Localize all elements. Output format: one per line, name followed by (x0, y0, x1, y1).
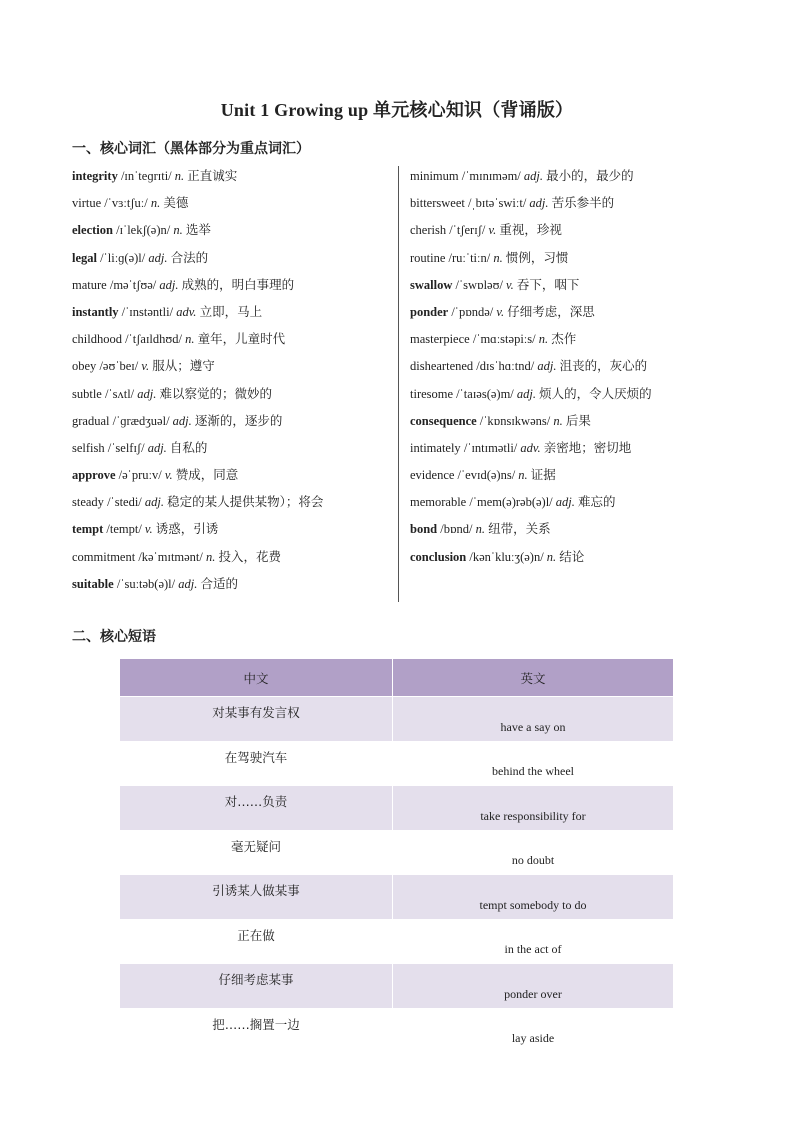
vocab-phonetic: /ˌbɪtəˈswiːt/ (467, 196, 527, 211)
table-row (120, 697, 674, 742)
vocab-part-of-speech: v. (488, 223, 497, 238)
vocab-phonetic: /ˈɪnstəntli/ (121, 304, 174, 319)
vocab-meaning: 仔细考虑，深思 (507, 303, 595, 319)
vocab-phonetic: /əʊˈbeɪ/ (99, 359, 139, 374)
vocab-part-of-speech: adj. (172, 413, 192, 428)
vocab-meaning: 服从；遵守 (152, 358, 215, 374)
vocab-meaning: 童年，儿童时代 (197, 331, 286, 347)
phrase-table (119, 658, 674, 1053)
vocab-meaning: 证据 (530, 467, 556, 483)
vocab-meaning: 难忘的 (578, 494, 616, 510)
vocab-word: steady (72, 495, 104, 510)
vocab-word: legal (72, 250, 97, 265)
vocab-part-of-speech: adj. (144, 495, 165, 510)
vocab-meaning: 美德 (163, 195, 189, 211)
vocab-entry (410, 168, 730, 195)
vocab-entry (72, 250, 394, 277)
vocab-meaning: 成熟的，明白事理的 (181, 276, 295, 292)
table-row (120, 786, 674, 831)
vocab-word: swallow (410, 277, 453, 292)
vocab-meaning: 自私的 (169, 439, 208, 455)
vocab-phonetic: /ˈvɜːtʃuː/ (104, 196, 148, 211)
vocab-meaning: 重视，珍视 (499, 222, 562, 238)
vocab-entry (72, 521, 394, 548)
vocab-entry (72, 467, 394, 494)
vocab-phonetic: /bɒnd/ (440, 522, 473, 537)
phrase-chinese: 把……搁置一边 (120, 1008, 393, 1053)
vocab-list-left (72, 168, 394, 603)
vocab-part-of-speech: n. (185, 332, 195, 347)
section-heading-vocabulary: 一、核心词汇（黑体部分为重点词汇） (72, 141, 310, 157)
vocab-phonetic: /ˈɡrædʒuəl/ (112, 413, 170, 428)
vocab-word: mature (72, 277, 107, 292)
vocab-part-of-speech: adj. (148, 250, 168, 265)
vocab-word: bond (410, 522, 438, 537)
phrase-english: have a say on (393, 697, 674, 742)
vocab-word: obey (72, 359, 97, 374)
vocab-meaning: 合适的 (200, 575, 239, 591)
vocab-phonetic: /ˈɪntɪmətli/ (463, 440, 518, 455)
vocab-meaning: 纽带，关系 (488, 521, 551, 537)
vocab-word: instantly (72, 304, 119, 319)
vocab-part-of-speech: adj. (178, 576, 198, 591)
vocab-word: gradual (72, 413, 110, 428)
vocab-part-of-speech: adj. (516, 386, 537, 401)
vocab-phonetic: /məˈtʃʊə/ (109, 277, 157, 292)
table-row (120, 875, 674, 920)
header-chinese: 中文 (120, 659, 393, 697)
vocab-word: suitable (72, 576, 114, 591)
vocab-meaning: 苦乐参半的 (551, 195, 615, 211)
vocab-meaning: 逐渐的，逐步的 (194, 412, 283, 428)
vocab-part-of-speech: adj. (555, 495, 575, 510)
phrase-chinese: 正在做 (120, 919, 393, 964)
vocab-meaning: 投入，花费 (218, 548, 282, 564)
vocab-meaning: 结论 (559, 548, 585, 564)
section-heading-phrases: 二、核心短语 (72, 629, 156, 645)
vocab-phonetic: /tempt/ (106, 522, 142, 537)
vocab-meaning: 沮丧的，灰心的 (559, 358, 648, 374)
vocab-meaning: 选举 (185, 222, 211, 238)
table-row (120, 830, 674, 875)
phrase-chinese: 仔细考虑某事 (120, 964, 393, 1009)
phrase-table-header (120, 659, 674, 697)
vocab-part-of-speech: adv. (520, 440, 541, 455)
vocab-phonetic: /ˈkɒnsɪkwəns/ (479, 413, 551, 428)
vocab-phonetic: /ˈmem(ə)rəb(ə)l/ (469, 495, 553, 510)
vocab-meaning: 杰作 (551, 331, 577, 347)
vocab-entry (72, 304, 394, 331)
vocab-part-of-speech: v. (496, 304, 505, 319)
vocab-entry (72, 413, 394, 440)
vocab-word: approve (72, 468, 116, 483)
vocab-word: subtle (72, 386, 102, 401)
vocab-entry (410, 331, 730, 358)
vocab-meaning: 吞下，咽下 (516, 276, 580, 292)
vocab-part-of-speech: n. (518, 468, 528, 483)
vocab-entry (72, 576, 394, 603)
vocab-part-of-speech: adj. (147, 440, 167, 455)
vocab-part-of-speech: adj. (529, 196, 549, 211)
vocab-entry (72, 277, 394, 304)
vocab-phonetic: /ˈmɑːstəpiːs/ (472, 332, 536, 347)
vocab-entry (72, 222, 394, 249)
vocab-word: integrity (72, 169, 118, 183)
phrase-chinese: 引诱某人做某事 (120, 875, 393, 920)
vocab-phonetic: /ˈsʌtl/ (104, 386, 135, 401)
vocab-part-of-speech: v. (141, 359, 150, 374)
vocab-part-of-speech: v. (506, 277, 514, 292)
vocab-phonetic: /ɪnˈteɡrɪti/ (120, 169, 172, 183)
vocab-entry (72, 386, 394, 413)
phrase-english: lay aside (393, 1008, 674, 1053)
vocab-meaning: 赞成，同意 (175, 467, 239, 483)
vocab-phonetic: /dɪsˈhɑːtnd/ (476, 359, 535, 374)
phrase-english: behind the wheel (393, 741, 674, 786)
vocab-meaning: 后果 (565, 412, 591, 428)
vocab-word: disheartened (410, 359, 474, 374)
vocab-entry (410, 521, 730, 548)
vocab-entry (72, 331, 394, 358)
vocab-part-of-speech: adj. (159, 277, 179, 292)
table-row (120, 919, 674, 964)
vocab-part-of-speech: n. (475, 522, 485, 537)
vocab-phonetic: /ˈtʃerɪʃ/ (449, 223, 486, 238)
vocab-part-of-speech: n. (206, 549, 216, 564)
vocab-phonetic: /ˈliːɡ(ə)l/ (100, 250, 146, 265)
vocab-entry (410, 304, 730, 331)
vocab-word: tempt (72, 522, 104, 537)
vocab-meaning: 难以察觉的；微妙的 (159, 385, 273, 401)
vocab-phonetic: /ˈpɒndə/ (451, 304, 494, 319)
vocab-list-right (410, 168, 730, 576)
vocab-part-of-speech: v. (144, 522, 153, 537)
vocab-word: virtue (72, 196, 102, 211)
vocab-entry (410, 195, 730, 222)
vocab-phonetic: /ˈtʃaɪldhʊd/ (125, 332, 182, 347)
phrase-english: no doubt (393, 830, 674, 875)
vocab-entry (410, 467, 730, 494)
vocab-entry (410, 440, 730, 467)
header-english: 英文 (393, 659, 674, 697)
vocab-word: tiresome (410, 386, 454, 401)
phrase-english: tempt somebody to do (393, 875, 674, 920)
vocab-part-of-speech: n. (173, 223, 183, 238)
column-divider (398, 166, 399, 602)
vocab-phonetic: /ˈselfɪʃ/ (107, 440, 145, 455)
vocab-meaning: 最小的，最少的 (546, 168, 634, 183)
vocab-phonetic: /ˈswɒləʊ/ (455, 277, 503, 292)
vocab-word: minimum (410, 169, 459, 183)
vocab-meaning: 亲密地；密切地 (543, 439, 632, 455)
vocab-part-of-speech: adj. (537, 359, 557, 374)
vocab-part-of-speech: n. (493, 250, 503, 265)
vocab-word: commitment (72, 549, 136, 564)
phrase-english: ponder over (393, 964, 674, 1009)
vocab-entry (410, 277, 730, 304)
vocab-phonetic: /ˈsuːtəb(ə)l/ (116, 576, 176, 591)
vocab-part-of-speech: adv. (176, 304, 197, 319)
vocab-meaning: 惯例，习惯 (505, 249, 569, 265)
vocab-word: childhood (72, 332, 122, 347)
phrase-chinese: 在驾驶汽车 (120, 741, 393, 786)
phrase-chinese: 毫无疑问 (120, 830, 393, 875)
vocab-entry (72, 168, 394, 195)
vocab-entry (72, 440, 394, 467)
vocab-word: bittersweet (410, 196, 465, 211)
vocab-part-of-speech: n. (150, 196, 161, 211)
vocab-entry (72, 549, 394, 576)
phrase-english: in the act of (393, 919, 674, 964)
vocab-entry (72, 494, 394, 521)
vocab-word: consequence (410, 413, 477, 428)
vocab-word: intimately (410, 440, 461, 455)
table-row (120, 1008, 674, 1053)
vocab-phonetic: /kəˈmɪtmənt/ (138, 549, 203, 564)
vocab-part-of-speech: n. (553, 413, 563, 428)
vocab-entry (410, 222, 730, 249)
vocab-word: memorable (410, 495, 467, 510)
vocab-phonetic: /ˈmɪnɪməm/ (461, 169, 521, 183)
vocab-phonetic: /ˈstedi/ (107, 495, 142, 510)
vocab-word: selfish (72, 440, 105, 455)
vocab-word: ponder (410, 304, 449, 319)
vocab-part-of-speech: adj. (137, 386, 157, 401)
vocab-phonetic: /ˈtaɪəs(ə)m/ (456, 386, 514, 401)
vocab-word: election (72, 223, 113, 238)
phrase-chinese: 对某事有发言权 (120, 697, 393, 742)
vocab-phonetic: /ˈevɪd(ə)ns/ (457, 468, 516, 483)
vocab-part-of-speech: n. (546, 549, 557, 564)
vocab-meaning: 诱惑，引诱 (155, 521, 219, 537)
vocab-meaning: 正直诚实 (187, 168, 238, 183)
vocab-meaning: 合法的 (170, 249, 209, 265)
phrase-chinese: 对……负责 (120, 786, 393, 831)
vocab-word: evidence (410, 468, 455, 483)
vocab-phonetic: /ruːˈtiːn/ (448, 250, 491, 265)
vocab-entry (410, 413, 730, 440)
vocab-word: conclusion (410, 549, 467, 564)
vocab-word: masterpiece (410, 332, 470, 347)
vocab-phonetic: /ɪˈlekʃ(ə)n/ (116, 223, 171, 238)
vocab-phonetic: /əˈpruːv/ (118, 468, 162, 483)
table-row (120, 964, 674, 1009)
vocab-entry (410, 386, 730, 413)
vocab-meaning: 稳定的某人提供某物）；将会 (167, 494, 324, 510)
vocab-entry (410, 358, 730, 385)
vocab-entry (410, 250, 730, 277)
vocab-entry (410, 549, 730, 576)
vocab-phonetic: /kənˈkluːʒ(ə)n/ (469, 549, 544, 564)
vocab-entry (410, 494, 730, 521)
vocab-word: cherish (410, 223, 447, 238)
phrase-english: take responsibility for (393, 786, 674, 831)
vocab-part-of-speech: v. (164, 468, 173, 483)
table-row (120, 741, 674, 786)
vocab-meaning: 立即，马上 (199, 303, 263, 319)
vocab-part-of-speech: n. (538, 332, 549, 347)
vocab-entry (72, 195, 394, 222)
vocab-part-of-speech: adj. (523, 169, 544, 183)
page-title: Unit 1 Growing up 单元核心知识（背诵版） (220, 100, 574, 120)
vocab-part-of-speech: n. (174, 169, 185, 183)
vocab-meaning: 烦人的，令人厌烦的 (539, 385, 652, 401)
vocab-word: routine (410, 250, 446, 265)
phrase-table-body (120, 697, 674, 1053)
vocab-entry (72, 358, 394, 385)
